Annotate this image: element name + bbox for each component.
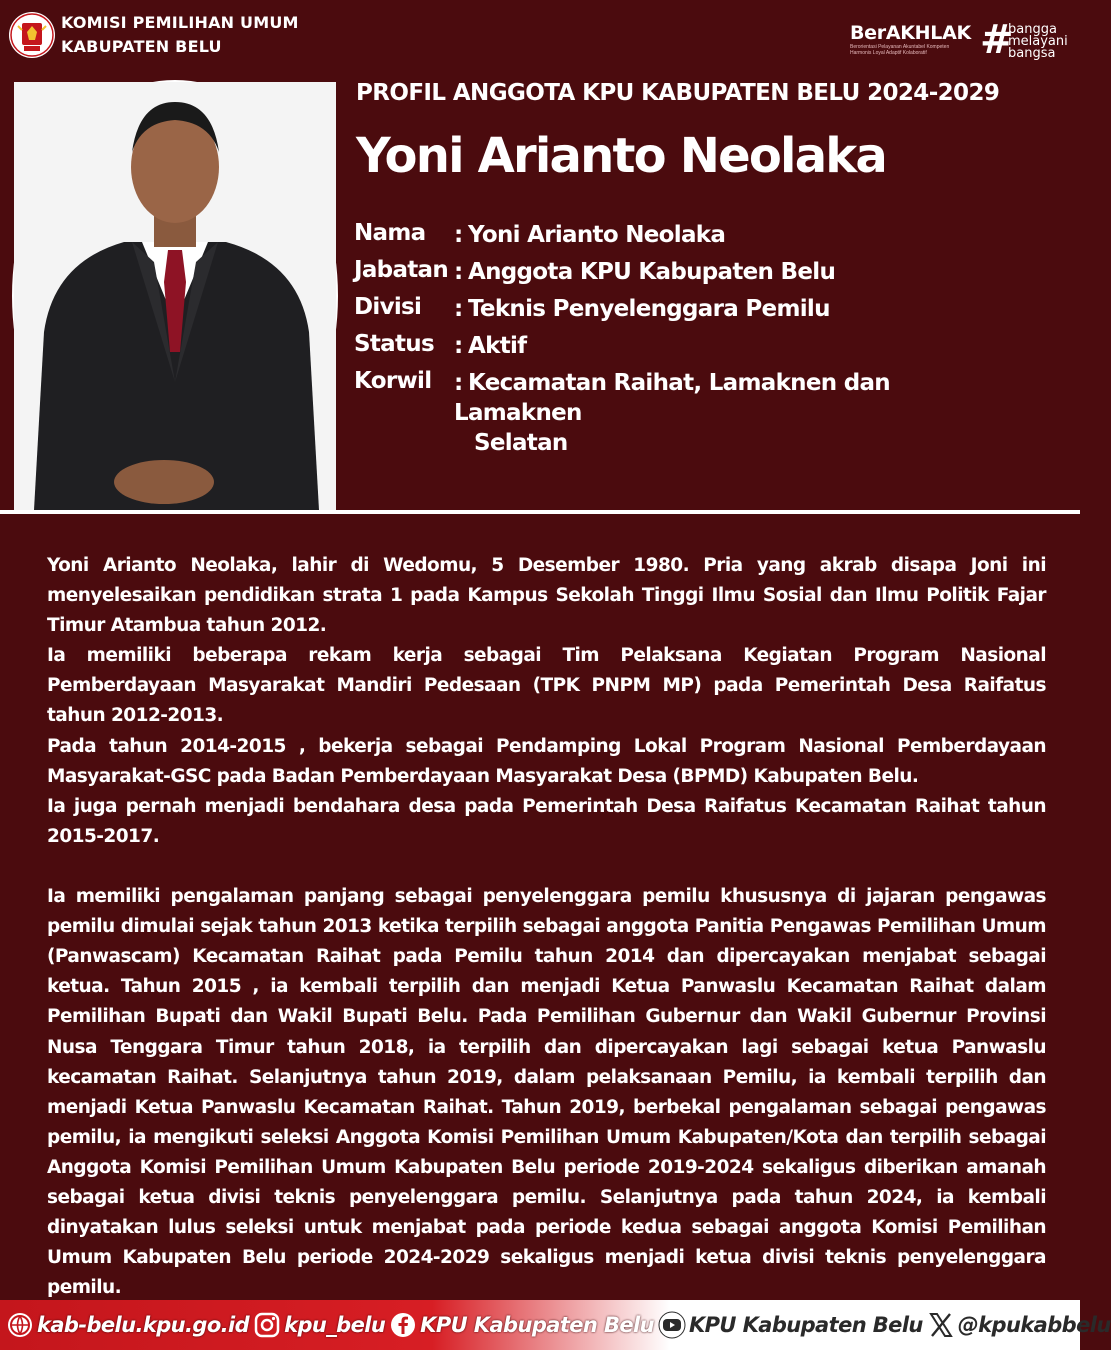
person-name-heading: Yoni Arianto Neolaka <box>356 128 886 184</box>
bangga-line-3: bangsa <box>1008 46 1056 61</box>
x-icon <box>927 1311 955 1339</box>
footer-instagram-link[interactable] <box>253 1311 385 1339</box>
info-row-divisi: Divisi : Teknis Penyelenggara Pemilu <box>354 294 830 322</box>
info-label: Divisi <box>354 294 422 320</box>
info-value: Teknis Penyelenggara Pemilu <box>468 296 830 322</box>
facebook-icon <box>389 1311 417 1339</box>
facebook-text: KPU Kabupaten Belu <box>420 1313 654 1337</box>
globe-icon <box>6 1311 34 1339</box>
footer-website-link[interactable] <box>6 1311 249 1339</box>
berakhlak-sub-1: Berorientasi Pelayanan Akuntabel Kompeten <box>850 44 950 50</box>
berakhlak-word: BerAKHLAK <box>850 22 971 44</box>
website-text: kab-belu.kpu.go.id <box>37 1313 250 1337</box>
info-row-nama: Nama : Yoni Arianto Neolaka <box>354 220 726 248</box>
info-value-continuation: Selatan <box>474 430 568 456</box>
info-value: Aktif <box>468 333 527 359</box>
profile-photo <box>12 80 338 512</box>
info-label: Status <box>354 331 434 357</box>
info-row-jabatan: Jabatan : Anggota KPU Kabupaten Belu <box>354 257 836 285</box>
paragraph-gap <box>47 852 1046 882</box>
info-row-korwil: Korwil : Kecamatan Raihat, Lamaknen dan Lamaknen Selatan <box>354 368 1054 438</box>
person-portrait-icon <box>14 82 336 510</box>
bangga-melayani-bangsa-logo <box>980 17 1072 66</box>
info-value: Kecamatan Raihat, Lamaknen dan Lamaknen <box>454 370 890 426</box>
info-value: Yoni Arianto Neolaka <box>468 222 726 248</box>
biography <box>47 551 1046 1303</box>
berakhlak-sub-2: Harmonis Loyal Adaptif Kolaboratif <box>850 50 927 56</box>
hashtag-icon: # <box>980 17 1014 63</box>
bio-paragraph-3: Pada tahun 2014-2015 , bekerja sebagai Pendamping Lokal Program Nasional Pemberdayaan Masyarakat-GSC pada Badan Pemberdayaan Masyarakat Desa (BPMD) Kabupaten Belu. <box>47 735 1046 787</box>
x-text: @kpukabbelu <box>957 1313 1111 1337</box>
instagram-icon <box>253 1311 281 1339</box>
bangga-line-2: melayani <box>1008 34 1068 49</box>
footer-facebook-link[interactable] <box>389 1311 654 1339</box>
instagram-text: kpu_belu <box>284 1313 386 1337</box>
section-divider <box>0 510 1080 514</box>
info-row-status: Status : Aktif <box>354 331 527 359</box>
bio-paragraph-2: Ia memiliki beberapa rekam kerja sebagai Tim Pelaksana Kegiatan Program Nasional Pemberdayaan Masyarakat Mandiri Pedesaan (TPK PNPM MP) pada Pemerintah Desa Raifatus tahun 2012-2013. <box>47 645 1046 727</box>
kpu-logo-icon <box>8 6 56 64</box>
footer-bar <box>0 1300 1111 1350</box>
info-label: Korwil <box>354 368 432 394</box>
org-line-1: KOMISI PEMILIHAN UMUM <box>61 13 299 32</box>
profile-title: PROFIL ANGGOTA KPU KABUPATEN BELU 2024-2029 <box>356 80 1000 106</box>
info-label: Nama <box>354 220 426 246</box>
bio-paragraph-1: Yoni Arianto Neolaka, lahir di Wedomu, 5 Desember 1980. Pria yang akrab disapa Joni ini menyelesaikan pendidikan strata 1 pada Kampus Sekolah Tinggi Ilmu Sosial dan Ilmu Politik Fajar Timur Atambua tahun 2012. <box>47 555 1046 637</box>
youtube-text: KPU Kabupaten Belu <box>688 1313 923 1337</box>
youtube-icon <box>658 1311 686 1339</box>
bio-paragraph-4: Ia juga pernah menjadi bendahara desa pada Pemerintah Desa Raifatus Kecamatan Raihat tahun 2015-2017. <box>47 795 1046 847</box>
organization-name <box>61 11 299 59</box>
berakhlak-logo <box>850 22 972 64</box>
info-value: Anggota KPU Kabupaten Belu <box>468 259 836 285</box>
org-line-2: KABUPATEN BELU <box>61 37 222 56</box>
bangga-line-1: bangga <box>1008 22 1057 37</box>
profile-info-table <box>354 220 1054 456</box>
footer-x-link[interactable] <box>927 1311 1111 1339</box>
footer-youtube-link[interactable] <box>658 1311 923 1339</box>
bio-paragraph-5: Ia memiliki pengalaman panjang sebagai penyelenggara pemilu khususnya di jajaran pengawas pemilu dimulai sejak tahun 2013 ketika terpilih sebagai anggota Panitia Pengawas Pemilihan Umum (Panwascam) Kecamatan Raihat pada Pemilu tahun 2014 dan dipercayakan menjabat sebagai ketua. Tahun 2015 , ia kembali terpilih dan menjadi Ketua Panwaslu Kecamatan Raihat dalam Pemilihan Bupati dan Wakil Bupati Belu. Pada Pemilihan Gubernur dan Wakil Gubernur Provinsi Nusa Tenggara Timur tahun 2018, ia terpilih dan dipercayakan lagi sebagai ketua Panwaslu kecamatan Raihat. Selanjutnya tahun 2019, dalam pelaksanaan Pemilu, ia kembali terpilih dan menjadi Ketua Panwaslu Kecamatan Raihat. Tahun 2019, berbekal pengalaman sebagai pengawas pemilu, ia mengikuti seleksi Anggota Komisi Pemilihan Umum Kabupaten/Kota dan terpilih sebagai Anggota Komisi Pemilihan Umum Kabupaten Belu periode 2019-2024 sekaligus diberikan amanah sebagai ketua divisi teknis penyelenggara pemilu. Selanjutnya pada tahun 2024, ia kembali dinyatakan lulus seleksi untuk menjabat pada periode kedua sebagai anggota Komisi Pemilihan Umum Kabupaten Belu periode 2024-2029 sekaligus menjadi ketua divisi teknis penyelenggara pemilu. <box>47 886 1046 1299</box>
info-label: Jabatan <box>354 257 449 283</box>
